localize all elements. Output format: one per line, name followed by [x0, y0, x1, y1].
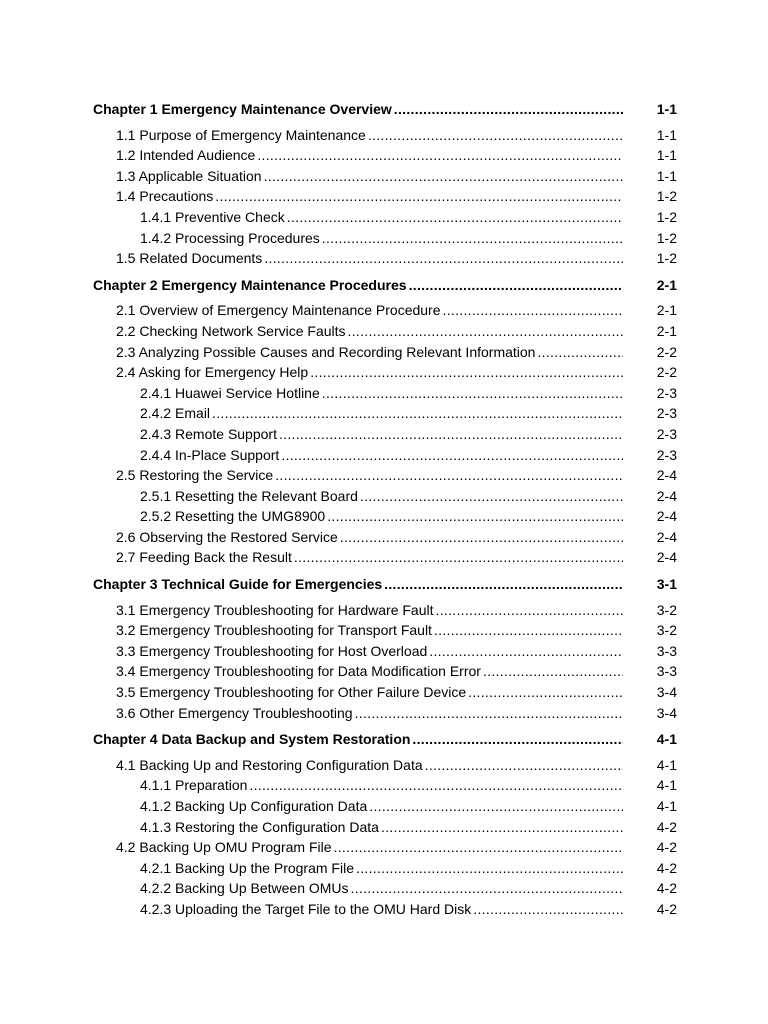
toc-entry[interactable] [93, 362, 677, 383]
toc-entry-title: 3.5 Emergency Troubleshooting for Other Failure Device [116, 684, 467, 701]
toc-page-number: 2-2 [656, 343, 677, 360]
toc-dot-leader [213, 186, 623, 207]
toc-entry[interactable] [93, 858, 677, 879]
toc-dot-leader [285, 207, 623, 228]
toc-entry-title: Chapter 3 Technical Guide for Emergencies [93, 576, 383, 593]
toc-entry-title: 1.5 Related Documents [116, 250, 263, 267]
toc-dot-leader [255, 145, 623, 166]
toc-dot-leader [349, 878, 623, 899]
toc-page-number: 4-1 [656, 798, 677, 814]
toc-dot-leader [366, 125, 623, 146]
toc-entry[interactable] [93, 755, 677, 776]
toc-dot-leader [273, 465, 623, 486]
toc-page-number: 4-2 [656, 839, 677, 856]
toc-dot-leader [325, 506, 623, 527]
toc-entry-title: 1.2 Intended Audience [116, 147, 256, 164]
toc-dot-leader [434, 600, 624, 621]
toc-dot-leader [358, 486, 623, 507]
toc-entry[interactable] [93, 682, 677, 703]
toc-entry-title: 2.5.1 Resetting the Relevant Board [140, 487, 358, 504]
toc-page-number: 3-1 [656, 576, 677, 593]
toc-dot-leader [407, 275, 623, 296]
toc-page-number: 3-3 [656, 663, 677, 680]
toc-dot-leader [262, 248, 623, 269]
toc-entry-title: 1.4 Precautions [116, 188, 214, 205]
toc-entry-title: 4.2.1 Backing Up the Program File [140, 859, 354, 876]
toc-entry-title: 2.5 Restoring the Service [116, 467, 274, 484]
toc-entry[interactable] [93, 248, 677, 269]
toc-dot-leader [423, 755, 623, 776]
toc-page-number: 2-4 [656, 487, 677, 504]
toc-page-number: 2-3 [656, 425, 677, 442]
toc-dot-leader [367, 796, 623, 817]
toc-entry[interactable] [93, 527, 677, 548]
toc-entry-title: 1.3 Applicable Situation [116, 167, 262, 184]
toc-page-number: 3-2 [656, 601, 677, 618]
toc-entry-title: 3.2 Emergency Troubleshooting for Transport Fault [116, 622, 432, 639]
toc-entry[interactable] [93, 899, 677, 920]
toc-entry[interactable] [93, 620, 677, 641]
toc-page-number: 4-1 [656, 777, 677, 794]
toc-entry[interactable] [93, 342, 677, 363]
toc-dot-leader [481, 661, 623, 682]
toc-page-number: 4-2 [656, 859, 677, 876]
toc-entry[interactable] [93, 547, 677, 568]
toc-entry-title: 2.3 Analyzing Possible Causes and Recording Relevant Information [116, 343, 536, 360]
toc-page-number: 4-2 [656, 880, 677, 897]
toc-entry-title: 4.1.2 Backing Up Configuration Data [140, 798, 368, 814]
toc-page-number: 1-2 [656, 208, 677, 225]
toc-entry-title: 2.4 Asking for Emergency Help [116, 364, 309, 381]
toc-entry[interactable] [93, 383, 677, 404]
toc-entry[interactable] [93, 817, 677, 838]
toc-dot-leader [535, 342, 623, 363]
toc-entry-title: 2.2 Checking Network Service Faults [116, 322, 346, 339]
toc-entry[interactable] [93, 186, 677, 207]
toc-entry-title: Chapter 2 Emergency Maintenance Procedures [93, 276, 407, 293]
toc-dot-leader [308, 362, 623, 383]
toc-entry[interactable] [93, 465, 677, 486]
toc-entry-title: 2.4.2 Email [140, 405, 211, 422]
toc-entry-title: 1.1 Purpose of Emergency Maintenance [116, 126, 366, 143]
toc-entry[interactable] [93, 506, 677, 527]
toc-dot-leader [379, 817, 623, 838]
toc-page-number: 3-4 [656, 704, 677, 721]
toc-dot-leader [441, 300, 624, 321]
toc-page-number: 3-2 [656, 622, 677, 639]
toc-entry[interactable] [93, 321, 677, 342]
toc-page-number: 4-2 [656, 900, 677, 917]
toc-entry-title: 4.2.2 Backing Up Between OMUs [140, 880, 349, 897]
toc-page-number: 2-3 [656, 446, 677, 463]
toc-dot-leader [320, 228, 623, 249]
toc-dot-leader [432, 620, 623, 641]
toc-page-number: 1-1 [656, 101, 677, 117]
toc-page-number: 2-4 [656, 508, 677, 525]
toc-entry-title: 4.2.3 Uploading the Target File to the OMU Hard Disk [140, 900, 472, 917]
toc-dot-leader [346, 321, 623, 342]
toc-dot-leader [262, 166, 623, 187]
toc-page-number: 2-2 [656, 364, 677, 381]
toc-entry[interactable] [93, 775, 677, 796]
toc-page-number: 3-4 [656, 684, 677, 701]
toc-page-number: 1-1 [656, 147, 677, 164]
toc-entry[interactable] [93, 445, 677, 466]
toc-entry[interactable] [93, 486, 677, 507]
toc-entry[interactable] [93, 837, 677, 858]
toc-dot-leader [353, 703, 623, 724]
toc-page-number: 1-1 [656, 167, 677, 184]
toc-entry-title: 2.4.3 Remote Support [140, 425, 277, 442]
toc-entry[interactable] [93, 661, 677, 682]
toc-page-number: 4-2 [656, 818, 677, 835]
toc-entry[interactable] [93, 600, 677, 621]
toc-page-number: 3-3 [656, 642, 677, 659]
toc-entry[interactable] [93, 228, 677, 249]
toc-entry-title: Chapter 1 Emergency Maintenance Overview [93, 101, 392, 117]
toc-entry-title: 2.5.2 Resetting the UMG8900 [140, 508, 326, 525]
toc-entry-title: Chapter 4 Data Backup and System Restoration [93, 731, 411, 748]
toc-page-number: 2-3 [656, 384, 677, 401]
toc-entry-title: 3.3 Emergency Troubleshooting for Host Overload [116, 642, 428, 659]
toc-chapter-entry[interactable] [93, 729, 677, 750]
toc-page-number: 4-1 [656, 731, 677, 748]
toc-chapter-entry[interactable] [93, 574, 677, 595]
toc-dot-leader [466, 682, 623, 703]
toc-dot-leader [382, 574, 623, 595]
toc-dot-leader [427, 641, 623, 662]
toc-dot-leader [292, 547, 623, 568]
toc-dot-leader [471, 899, 623, 920]
toc-dot-leader [392, 99, 623, 120]
toc-entry-title: 1.4.2 Processing Procedures [140, 229, 320, 246]
toc-page-number: 2-3 [656, 405, 677, 422]
toc-entry[interactable] [93, 403, 677, 424]
toc-entry[interactable] [93, 145, 677, 166]
toc-dot-leader [279, 445, 623, 466]
toc-entry[interactable] [93, 207, 677, 228]
toc-page-number: 2-4 [656, 549, 677, 566]
toc-entry[interactable] [93, 166, 677, 187]
toc-entry-title: 4.1.1 Preparation [140, 777, 248, 794]
toc-entry-title: 1.4.1 Preventive Check [140, 208, 285, 225]
toc-dot-leader [338, 527, 623, 548]
toc-page-number: 1-1 [656, 126, 677, 143]
toc-page-number: 1-2 [656, 188, 677, 205]
toc-entry-title: 3.1 Emergency Troubleshooting for Hardware Fault [116, 601, 434, 618]
toc-entry-title: 2.4.1 Huawei Service Hotline [140, 384, 320, 401]
toc-page-number: 2-1 [656, 276, 677, 293]
toc-chapter-entry[interactable] [93, 99, 677, 120]
toc-entry[interactable] [93, 300, 677, 321]
toc-entry[interactable] [93, 703, 677, 724]
toc-entry[interactable] [93, 424, 677, 445]
toc-dot-leader [320, 383, 623, 404]
toc-dot-leader [332, 837, 623, 858]
toc-entry-title: 2.7 Feeding Back the Result [116, 549, 292, 566]
toc-entry-title: 2.4.4 In-Place Support [140, 446, 280, 463]
toc-page-number: 2-4 [656, 528, 677, 545]
toc-entry-title: 4.1 Backing Up and Restoring Configuration Data [116, 756, 423, 773]
toc-entry-title: 4.1.3 Restoring the Configuration Data [140, 818, 379, 835]
toc-page-number: 2-1 [656, 322, 677, 339]
toc-entry-title: 2.1 Overview of Emergency Maintenance Procedure [116, 302, 441, 319]
toc-entry-title: 2.6 Observing the Restored Service [116, 528, 338, 545]
toc-entry[interactable] [93, 125, 677, 146]
table-of-contents [93, 99, 677, 920]
toc-entry-title: 3.4 Emergency Troubleshooting for Data Modification Error [116, 663, 481, 680]
toc-page-number: 1-2 [656, 250, 677, 267]
toc-entry-title: 3.6 Other Emergency Troubleshooting [116, 704, 353, 721]
toc-entry-title: 4.2 Backing Up OMU Program File [116, 839, 332, 856]
toc-dot-leader [410, 729, 623, 750]
toc-chapter-entry[interactable] [93, 275, 677, 296]
toc-entry[interactable] [93, 641, 677, 662]
toc-page-number: 4-1 [656, 756, 677, 773]
toc-entry[interactable] [93, 878, 677, 899]
toc-dot-leader [210, 403, 623, 424]
toc-page-number: 1-2 [656, 229, 677, 246]
toc-entry[interactable] [93, 796, 677, 817]
toc-page-number: 2-4 [656, 467, 677, 484]
toc-dot-leader [247, 775, 623, 796]
toc-dot-leader [354, 858, 623, 879]
toc-dot-leader [277, 424, 623, 445]
toc-page-number: 2-1 [656, 302, 677, 319]
